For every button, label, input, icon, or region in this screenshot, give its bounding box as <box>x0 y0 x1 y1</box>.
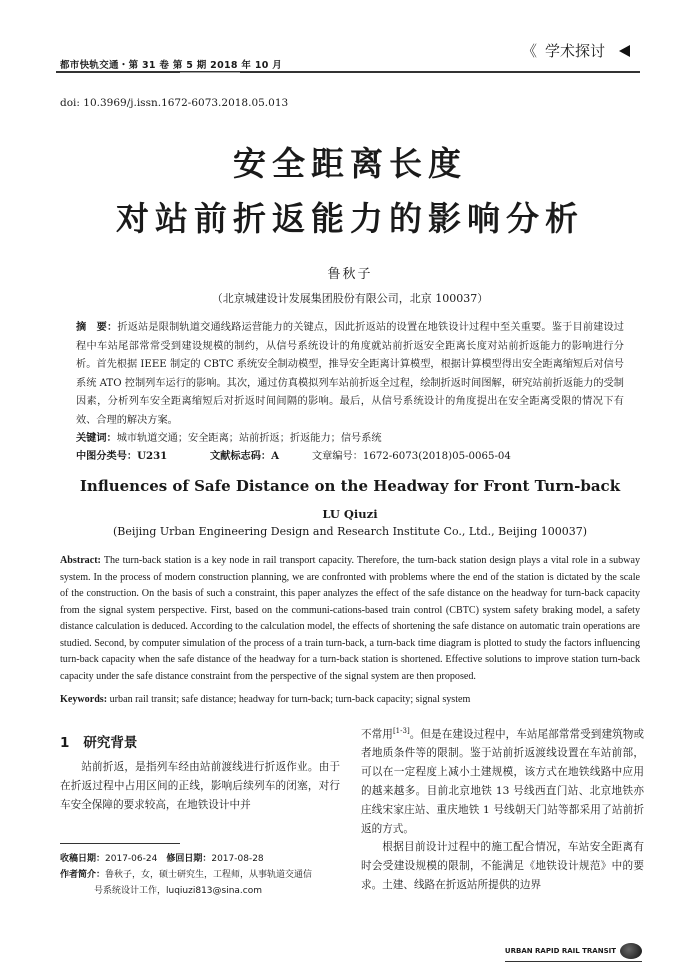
keywords-cn <box>76 429 382 444</box>
revised-label: 修回日期： <box>166 854 212 864</box>
bio-line1: 鲁秋子，女，硕士研究生，工程师，从事轨道交通信 <box>105 870 313 880</box>
header-rule-accent <box>180 72 240 73</box>
author-en: LU Qiuzi <box>322 507 378 521</box>
journal-header: 都市快轨交通・第 31 卷 第 5 期 2018 年 10 月 <box>60 60 283 71</box>
right-para1-start: 不常用 <box>361 728 393 741</box>
section-paragraph: 站前折返，是指列车经由站前渡线进行折返作业。由于在折返过程中占用区间的正线，影响后续列车的闭塞，对行车安全保障的要求较高，在地铁设计中并 <box>60 761 340 811</box>
keywords-en <box>60 694 650 705</box>
article-number: 文章编号：1672-6073(2018)05-0065-04 <box>312 451 511 462</box>
section-body-right <box>361 722 644 895</box>
keywords-en-text: urban rail transit; safe distance; headway for turn-back; turn-back capacity; signal system <box>107 694 471 705</box>
right-paragraph-1 <box>361 722 644 838</box>
footnote-rule <box>60 843 180 844</box>
right-paragraph-2: 根据目前设计过程中的施工配合情况，车站安全距离有时会受建设规模的限制，不能满足《地铁设计规范》中的要求。土建、线路在折返站所提供的边界 <box>361 841 644 891</box>
brand-logo-icon <box>620 943 642 959</box>
footnote <box>60 851 344 899</box>
bio-line2: 号系统设计工作，luqiuzi813@sina.com <box>94 886 263 896</box>
header-rule <box>56 71 640 73</box>
section-body-left <box>60 758 340 814</box>
revised-date: 2017-08-28 <box>211 854 264 864</box>
keywords-en-label: Keywords: <box>60 694 108 705</box>
title-cn-line1: 安全距离长度 <box>233 144 467 183</box>
author-cn: 鲁秋子 <box>327 267 373 282</box>
clc-number: 中图分类号：U231 <box>76 450 168 462</box>
right-para1-rest: 。但是在建设过程中，车站尾部常常受到建筑物或者地质条件等的限制。鉴于站前折返渡线设置在车站前部，可以在一定程度上减小土建规模，该方式在地铁线路中应用的越来越多。目前北京地铁 13 号线西直门站、北京地铁亦庄线宋家庄站、重庆地铁 1 号线朝天门站等都采用了站前折返的方式。 <box>361 728 644 835</box>
abstract-en <box>60 553 640 685</box>
abstract-cn-label: 摘 要： <box>76 321 118 333</box>
abstract-en-label: Abstract: <box>60 555 101 566</box>
journal-brand <box>505 943 642 962</box>
abstract-cn <box>76 318 624 431</box>
received-date: 2017-06-24 <box>105 854 158 864</box>
footnote-bio <box>60 867 344 899</box>
section-number: 1 <box>60 735 70 751</box>
keywords-cn-text: 城市轨道交通；安全距离；站前折返；折返能力；信号系统 <box>116 433 382 444</box>
doi: doi: 10.3969/j.issn.1672-6073.2018.05.013 <box>60 97 289 109</box>
title-en: Influences of Safe Distance on the Headway for Front Turn-back <box>79 477 621 495</box>
column-mark: 《 <box>521 42 537 60</box>
bio-label: 作者简介： <box>60 870 106 880</box>
doc-code: 文献标志码：A <box>210 450 280 462</box>
footnote-dates <box>60 851 344 867</box>
brand-text: URBAN RAPID RAIL TRANSIT <box>504 947 616 955</box>
received-label: 收稿日期： <box>60 854 106 864</box>
column-header <box>522 40 630 61</box>
abstract-en-text: The turn-back station is a key node in rail transport capacity. Therefore, the turn-back station design plays a vital role in a subway system. In the process of modern construction planning, we are confronted with problems where the end of the station is dictated by the scale of the construction. On the basis of such a constraint, this paper analyzes the effect of the safe distance on the headway for turn-back capacity from the signal system perspective. First, based on the communi-cations-based train control (CBTC) system safety braking model, a safety distance calculation is deduced. According to the calculation model, the effects of shortening the safe distance on automatic train operations are studied. Second, by computer simulation of the process of a train turn-back, a turn-back time diagram is plotted to study the factors influencing turn-back capacity when the safe distance of the headway for a turn-back station is shortened. Effective solutions to improve station turn-back capacity under the safe distance constraint from the perspective of the signal system are then proposed. <box>60 555 640 682</box>
affiliation-cn: （北京城建设计发展集团股份有限公司，北京 100037） <box>211 292 489 305</box>
triangle-left-icon <box>619 45 630 57</box>
keywords-cn-label: 关键词： <box>76 432 117 444</box>
abstract-cn-text: 折返站是限制轨道交通线路运营能力的关键点，因此折返站的设置在地铁设计过程中至关重要。鉴于目前建设过程中车站尾部常常受到建设规模的制约，从信号系统设计的角度就站前折返安全距离长度对站前折返能力的影响进行分析。首先根据 IEEE 制定的 CBTC 系统安全制动模型，推导安全距离计算模型，根据计算模型得出安全距离缩短后对信号系统 ATO 控制列车运行的影响。其次，通过仿真模拟列车站前折返全过程，绘制折返时间图解，研究站前折返能力的受制因素，分析列车安全距离缩短后对折返时间间隔的影响。最后，从信号系统设计的角度提出在安全距离受限的情况下有效、合理的解决方案。 <box>76 322 624 426</box>
affiliation-en: (Beijing Urban Engineering Design and Research Institute Co., Ltd., Beijing 100037) <box>112 525 588 538</box>
title-cn-line2: 对站前折返能力的影响分析 <box>116 199 584 238</box>
citation-ref: [1-3] <box>392 727 410 735</box>
column-title: 学术探讨 <box>544 42 605 60</box>
section-title: 研究背景 <box>83 735 138 751</box>
section-heading <box>60 731 340 751</box>
